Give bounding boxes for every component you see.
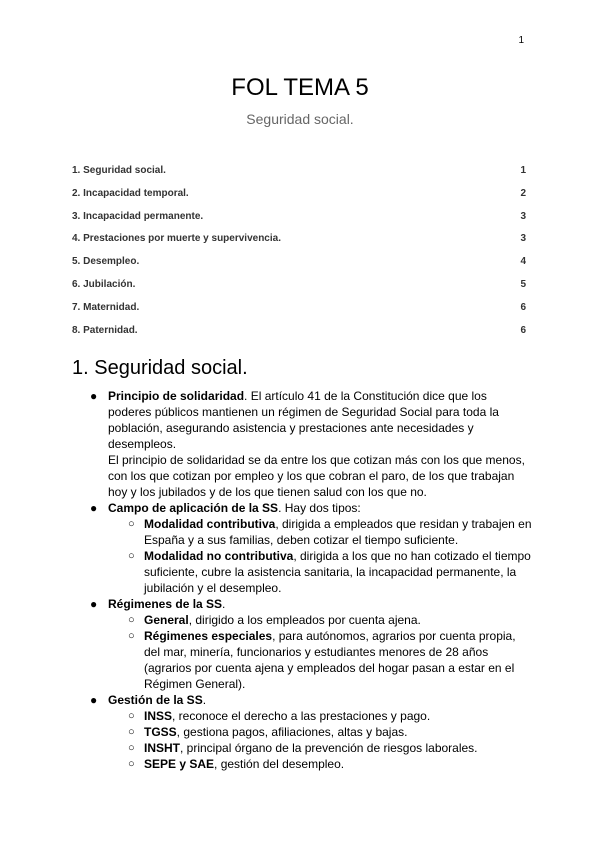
bullet-list <box>72 388 532 772</box>
item-text: , dirigida a los que no han cotizado el tiempo suficiente, cubre la asistencia sanitaria, la incapacidad permanente, la jubilación y el desempleo. <box>144 549 531 595</box>
item-text: , principal órgano de la prevención de riesgos laborales. <box>180 741 478 755</box>
toc-entry-label: 3. Incapacidad permanente. <box>72 210 204 222</box>
toc-entry-page: 2 <box>520 187 526 199</box>
toc-entry-page: 6 <box>520 324 526 336</box>
toc-entry-page: 3 <box>520 233 526 245</box>
toc-entry[interactable] <box>72 300 526 323</box>
term-bold: Régimenes de la SS <box>108 597 223 611</box>
sub-list <box>72 708 532 772</box>
list-item-campo <box>72 500 532 596</box>
circle-bullet-icon: ○ <box>128 758 135 770</box>
document-subtitle: Seguridad social. <box>246 111 354 127</box>
sub-list-item <box>72 724 532 740</box>
toc-entry-label: 4. Prestaciones por muerte y supervivencia. <box>72 233 281 245</box>
bullet-icon: ● <box>90 389 98 403</box>
sub-list-item <box>72 708 532 724</box>
toc-entry-label: 5. Desempleo. <box>72 256 140 268</box>
toc-entry-page: 4 <box>520 256 526 268</box>
toc-entry[interactable] <box>72 186 526 209</box>
sub-list <box>72 612 532 692</box>
term-bold: Régimenes especiales <box>144 629 273 643</box>
toc-entry-label: 8. Paternidad. <box>72 324 138 336</box>
table-of-contents <box>72 163 526 345</box>
item-text: , gestiona pagos, afiliaciones, altas y bajas. <box>176 725 408 739</box>
item-text: . El artículo 41 de la Constitución dice que los poderes públicos mantienen un régimen de Seguridad Social para toda la población, asegurando asistencia y prestaciones ante necesidades y desempleos. <box>108 389 499 451</box>
circle-bullet-icon: ○ <box>128 614 135 626</box>
toc-entry[interactable] <box>72 323 526 346</box>
circle-bullet-icon: ○ <box>128 710 135 722</box>
sub-list-item <box>72 740 532 756</box>
toc-entry-label: 1. Seguridad social. <box>72 165 166 176</box>
sub-list-item <box>72 612 532 628</box>
toc-entry[interactable] <box>72 163 526 186</box>
item-text: , para autónomos, agrarios por cuenta propia, del mar, minería, funcionarios y estudiantes menores de 28 años (agrarios por cuenta ajena y empleados del hogar pasan a estar en el Régimen General). <box>144 629 516 691</box>
circle-bullet-icon: ○ <box>128 726 135 738</box>
circle-bullet-icon: ○ <box>128 742 135 754</box>
term-bold: Campo de aplicación de la SS <box>108 501 279 515</box>
bullet-icon: ● <box>90 693 98 707</box>
item-text: , dirigida a empleados que residan y trabajen en España y a sus familias, deben cotizar el tiempo suficiente. <box>144 517 532 547</box>
term-bold: Modalidad contributiva <box>144 517 276 531</box>
item-text: . <box>202 693 207 707</box>
term-bold: Modalidad no contributiva <box>144 549 294 563</box>
sub-list-item <box>72 516 532 548</box>
sub-list-item <box>72 548 532 596</box>
circle-bullet-icon: ○ <box>128 550 135 562</box>
list-item-solidaridad <box>72 388 532 500</box>
sub-list <box>72 516 532 596</box>
toc-entry[interactable] <box>72 209 526 232</box>
toc-entry-label: 7. Maternidad. <box>72 301 140 313</box>
toc-entry-page: 3 <box>520 210 526 222</box>
item-text: , dirigido a los empleados por cuenta ajena. <box>188 613 421 627</box>
page-number: 1 <box>518 35 524 46</box>
term-bold: SEPE y SAE <box>144 757 215 771</box>
toc-entry[interactable] <box>72 231 526 254</box>
term-bold: Principio de solidaridad <box>108 389 245 403</box>
term-bold: INSHT <box>144 741 180 755</box>
section-content <box>72 388 532 772</box>
item-paragraph: El principio de solidaridad se da entre los que cotizan más con los que menos, con los que cotizan por empleo y los que cobran el paro, de los que trabajan hoy y los jubilados y de los que tienen salud con los que no. <box>108 453 525 499</box>
toc-entry-page: 1 <box>520 165 526 176</box>
sub-list-item <box>72 628 532 692</box>
term-bold: General <box>144 613 189 627</box>
bullet-icon: ● <box>90 597 98 611</box>
item-text: , gestión del desempleo. <box>214 757 345 771</box>
toc-entry-page: 6 <box>520 301 526 313</box>
item-text: , reconoce el derecho a las prestaciones y pago. <box>172 709 431 723</box>
toc-entry-label: 6. Jubilación. <box>72 278 136 290</box>
term-bold: TGSS <box>144 725 177 739</box>
document-title: FOL TEMA 5 <box>231 74 369 101</box>
circle-bullet-icon: ○ <box>128 630 135 642</box>
toc-entry-page: 5 <box>520 278 526 290</box>
term-bold: INSS <box>144 709 173 723</box>
item-text: . Hay dos tipos: <box>278 501 361 515</box>
list-item-regimenes <box>72 596 532 692</box>
sub-list-item <box>72 756 532 772</box>
circle-bullet-icon: ○ <box>128 518 135 530</box>
toc-entry-label: 2. Incapacidad temporal. <box>72 187 189 199</box>
item-text: . <box>222 597 226 611</box>
section-heading: 1. Seguridad social. <box>72 357 248 379</box>
toc-entry[interactable] <box>72 277 526 300</box>
toc-entry[interactable] <box>72 254 526 277</box>
bullet-icon: ● <box>90 501 98 515</box>
term-bold: Gestión de la SS <box>108 693 203 707</box>
list-item-gestion <box>72 692 532 772</box>
